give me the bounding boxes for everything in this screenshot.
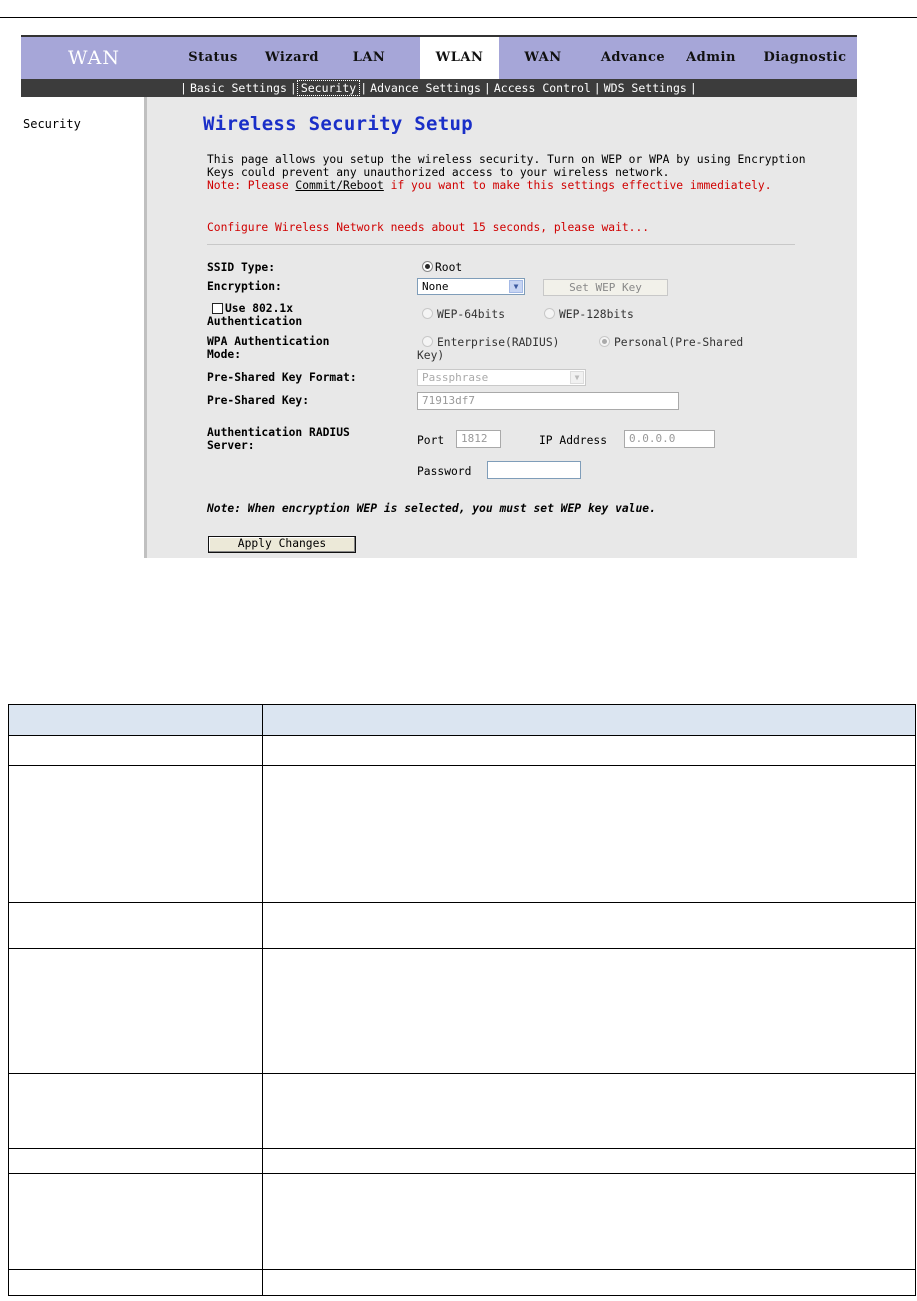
enterprise-radius-radio[interactable] [422,336,433,347]
nav-wizard[interactable]: Wizard [264,50,320,65]
main-content [150,97,857,558]
table-header-row [9,705,916,736]
psk-format-label: Pre-Shared Key Format: [207,371,357,384]
page-top-rule [0,17,917,18]
wep-note: Note: When encryption WEP is selected, you must set WEP key value. [207,502,656,515]
wep64-label: WEP-64bits [437,308,506,321]
subnav-advance-settings[interactable]: Advance Settings [370,81,481,95]
nav-admin[interactable]: Admin [686,50,736,65]
table-row [9,1174,916,1270]
psk-format-select[interactable] [417,369,586,386]
enterprise-radius-label: Enterprise(RADIUS) [437,336,560,349]
subnav-basic-settings[interactable]: Basic Settings [189,81,287,95]
radius-label-line1: Authentication RADIUS [207,426,350,439]
nav-status[interactable]: Status [188,50,238,65]
nav-wan[interactable]: WAN [524,50,562,65]
password-input[interactable] [487,461,581,479]
wep128-label: WEP-128bits [559,308,634,321]
top-nav-bar [21,35,857,79]
sidebar-item-security[interactable]: Security [23,117,81,131]
subnav-security[interactable]: Security [297,80,360,96]
radius-label-line2: Server: [207,439,255,452]
encryption-select[interactable] [417,278,525,295]
table-row [9,1270,916,1296]
table-row [9,766,916,903]
wpa-auth-label-line2: Mode: [207,348,242,361]
table-row [9,949,916,1074]
set-wep-key-button[interactable]: Set WEP Key [543,279,668,296]
use-8021x-label-line1: Use 802.1x [225,302,294,315]
ssid-root-radio[interactable] [422,261,433,272]
table-cell [9,736,263,766]
table-header-cell [9,705,263,736]
commit-note-suffix: if you want to make this settings effective immediately. [383,179,772,192]
nav-advance[interactable]: Advance [600,50,666,65]
psk-label: Pre-Shared Key: [207,394,310,407]
nav-lan[interactable]: LAN [352,50,386,65]
wpa-auth-label-line1: WPA Authentication [207,335,330,348]
password-label: Password [417,465,472,478]
table-cell [263,766,916,903]
intro-text [207,153,807,192]
table-cell [9,1174,263,1270]
ip-address-input[interactable]: 0.0.0.0 [624,430,715,448]
ssid-type-label: SSID Type: [207,261,276,274]
table-cell [263,1074,916,1149]
use-8021x-label-line2: Authentication [207,315,303,328]
table-row [9,903,916,949]
wep64-radio[interactable] [422,308,433,319]
commit-note [207,179,772,192]
commit-reboot-link[interactable]: Commit/Reboot [295,179,384,192]
wep128-radio[interactable] [544,308,555,319]
table-cell [263,1270,916,1296]
table-row [9,736,916,766]
subnav-wds-settings[interactable]: WDS Settings [603,81,687,95]
table-cell [9,903,263,949]
personal-psk-label-line1: Personal(Pre-Shared [614,336,744,349]
router-ui-screenshot [21,35,857,558]
intro-description: This page allows you setup the wireless security. Turn on WEP or WPA by using Encryption Keys could prevent any unauthorized access to your wireless network. [207,153,806,179]
table-cell [9,949,263,1074]
table-cell [9,1270,263,1296]
divider [207,244,795,245]
configure-wait-note: Configure Wireless Network needs about 15 seconds, please wait... [207,221,650,234]
page-title: Wireless Security Setup [203,113,473,135]
port-label: Port [417,434,445,447]
table-cell [263,1149,916,1174]
table-cell [263,1174,916,1270]
encryption-label: Encryption: [207,280,282,293]
ssid-root-label: Root [435,261,463,274]
table-cell [263,949,916,1074]
psk-input[interactable]: 71913df7 [417,392,679,410]
chevron-down-icon: ▼ [509,280,523,293]
table-row [9,1074,916,1149]
encryption-value: None [422,280,449,293]
chevron-down-icon: ▼ [570,371,584,384]
commit-note-prefix: Note: Please [207,179,296,192]
personal-psk-radio[interactable] [599,336,610,347]
sub-nav-links: | Basic Settings | Security | Advance Settings | Access Control | WDS Settings | [180,81,697,95]
sub-nav-bar [21,79,857,97]
table-cell [263,736,916,766]
personal-psk-label-line2: Key) [417,349,445,362]
table-row [9,1149,916,1174]
brand-logo: WAN [68,47,120,69]
table-header-cell [263,705,916,736]
use-8021x-checkbox[interactable] [212,303,223,314]
nav-diagnostic[interactable]: Diagnostic [763,50,847,65]
apply-changes-button[interactable]: Apply Changes [208,536,356,553]
psk-format-value: Passphrase [422,371,489,384]
sidebar [21,97,147,558]
table-cell [9,766,263,903]
table-cell [9,1074,263,1149]
table-cell [9,1149,263,1174]
description-table [8,704,916,1296]
subnav-access-control[interactable]: Access Control [493,81,591,95]
port-input[interactable]: 1812 [456,430,501,448]
table-cell [263,903,916,949]
ip-address-label: IP Address [539,434,608,447]
nav-wlan[interactable]: WLAN [420,37,499,79]
